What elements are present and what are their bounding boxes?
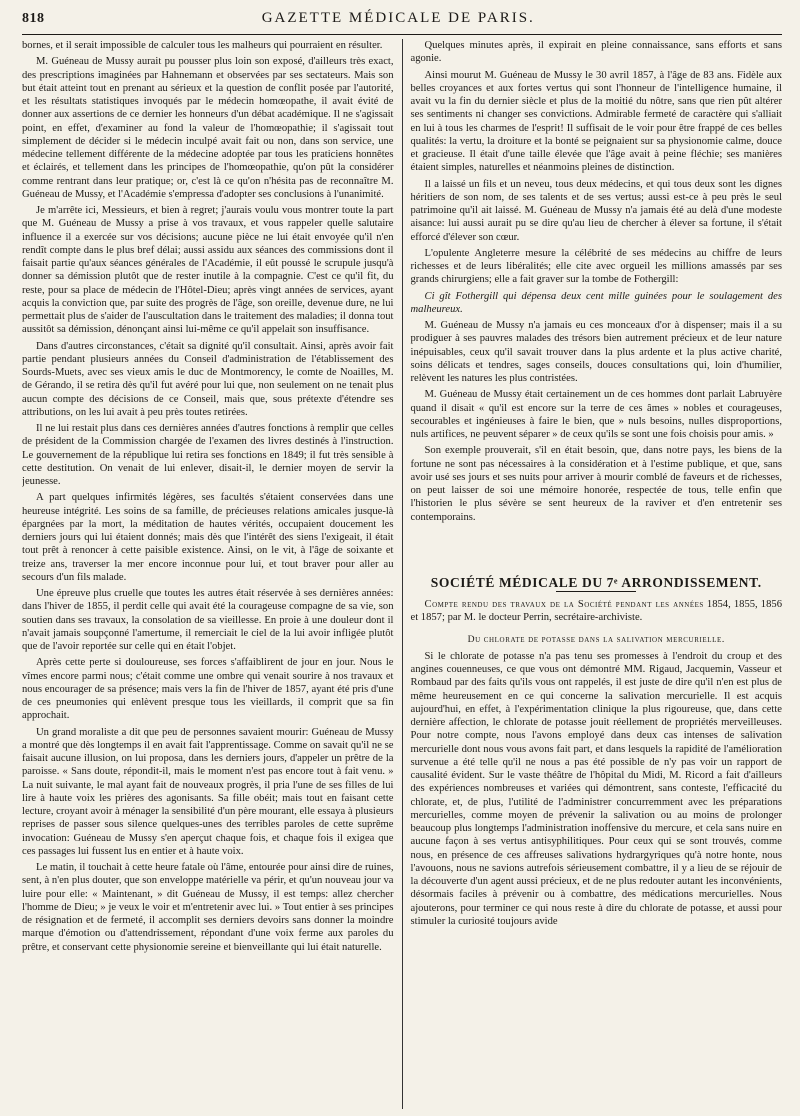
paragraph: Après cette perte si douloureuse, ses forces s'affaiblirent de jour en jour. Nous le vîmes encore parmi nous; c'était comme une ombre qui venait sourire à nos travaux et nous encourager de sa présence; mais vers la fin de l'hiver de 1857, ayant été pris d'une de ces pneumonies qui enlèvent presque tous les vieillards, il comprit que sa fin approchait. [22,657,394,722]
article-subheading: Du chlorate de potasse dans la salivation mercurielle. [467,633,725,645]
page-number: 818 [22,11,45,26]
columns [22,39,782,1109]
paragraph: Il a laissé un fils et un neveu, tous deux médecins, et qui tous deux sont les dignes héritiers de son nom, de ses talents et de ses vertus; aussi est-ce à peu près le seul patrimoine qu'il ait laissé. M. Guéneau de Mussy n'a jamais été au delà d'une modeste aisance: lui aussi aurait pu se dire qu'au lieu de chercher à élever sa fortune, il s'était efforcé d'élever son cœur. [410,178,782,243]
epitaph-quote: Ci gît Fothergill qui dépensa deux cent mille guinées pour le soulagement des malheureux. [410,290,782,315]
paragraph: Une épreuve plus cruelle que toutes les autres était réservée à ses dernières années: dans l'hiver de 1855, il perdit celle qui avait été la courageuse compagne de sa vie, son soutien dans ses travaux, la consolation de sa vieillesse. En proie à une douleur dont il n'avait jamais soupçonné l'amertume, il remerciait le ciel de la lui avoir infligée plutôt que de l'avoir reportée sur celle qui en était l'objet. [22,588,394,652]
page-header [22,10,782,32]
paragraph: Je m'arrête ici, Messieurs, et bien à regret; j'aurais voulu vous montrer toute la part que M. Guéneau de Mussy a prise à vos travaux, et vous rappeler quelle salutaire influence il a exercée sur vos décisions; aucune pièce ne lui était envoyée qu'il n'en rendît compte dans le plus bref délai; aussi assidu aux séances des commissions dont il faisait partie qu'aux séances générales de l'Académie, il eût poussé le scrupule jusqu'à donner sa démission plutôt que de rester inutile à la compagnie. C'est ce qu'il fit, du reste, pour sa place de médecin de l'Hôtel-Dieu; après vingt années de services, ayant acquis la conviction que, par suite des progrès de l'âge, son oreille, devenue dure, ne lui permettait plus de s'aider de l'auscultation dans le traitement des maladies; il donna tout aussitôt sa démission, dénonçant ainsi lui-même ce qu'il appelait son insuffisance. [22,205,394,336]
paragraph: Le matin, il touchait à cette heure fatale où l'âme, entourée pour ainsi dire de ruines, sent, à n'en plus douter, que son enveloppe matérielle va périr, et qu'un nouveau jour va luire pour elle: « Maintenant, » dit Guéneau de Mussy, il est temps: allez chercher l'homme de Dieu; » je veux le voir et m'entretenir avec lui. » Tout entier à ses principes de résignation et de fermeté, il accomplit ses derniers devoirs sans donner la moindre marque d'émotion ou d'attendrissement, répondant d'une voix ferme aux paroles du prêtre, et conservant cette physionomie sereine et bienveillante qui lui était naturelle. [22,862,394,953]
paragraph: M. Guéneau de Mussy aurait pu pousser plus loin son exposé, d'ailleurs très exact, des prescriptions imaginées par Hahnemann et observées par ses sectateurs. Mais son but était atteint tout en prenant au sérieux et la question de conflit posée par l'autorité, et les résultats statistiques invoqués par le médecin homœopathe, il avait évité de donner aux assertions de ce dernier les honneurs d'un débat académique. Il ne s'agissait point, en effet, d'examiner au fond la valeur de l'homœopathie; il s'agissait tout simplement de décider si le médecin inculpé avait fait ou non, dans son service, une médecine tellement différente de la médecine adoptée par tous les praticiens honnêtes et éclairés, et tellement dans les principes de l'homœopathie, qu'on pût la considérer comme rentrant dans leur pratique; or, c'est là ce qu'on n'hésita pas de reconnaître M. Guéneau de Mussy, et l'Académie s'empressa d'adopter ses conclusions à l'unanimité. [22,56,394,200]
paragraph: A part quelques infirmités légères, ses facultés s'étaient conservées dans une heureuse intégrité. Les soins de sa famille, de précieuses relations amicales jusque-là épargnées par la mort, la méditation de hautes vérités, occupaient doucement les derniers jours qui lui étaient donnés; mais dès que l'intérêt des siens l'exigeait, il était tout prêt à renoncer à cette paisible existence. Ainsi, on le vit, à l'âge de soixante et treize ans, traverser la mer encore inconnue pour lui, et tout braver pour aller au secours d'un fils malade. [22,492,394,583]
paragraph: Dans d'autres circonstances, c'était sa dignité qu'il consultait. Ainsi, après avoir fait partie pendant plusieurs années du Conseil d'administration de l'établissement des Sourds-Muets, avec ses vieux amis le duc de Montmorency, le comte de Noailles, M. de Gérando, il se retira dès qu'il fut avéré pour lui que, non seulement on ne tenait plus aucun compte des décisions de ce Conseil, mais que, sous prétexte d'étendre ses attributions, on les lui avait à peu près toutes retirées. [22,340,394,418]
report-heading [411,598,783,625]
paragraph: Son exemple prouverait, s'il en était besoin, que, dans notre pays, les biens de la fortune ne sont pas nécessaires à la considération et à l'estime publique, et que, sans avoir usé ses jours et ses nuits pour arriver à mourir comblé de faveurs et de richesses, on peut laisser de soi une mémoire honorée, respectée de tous, telle enfin que l'historien le plus sévère se sent heureux de la raviver et d'en entretenir ses contemporains. [410,445,782,523]
paragraph: Il ne lui restait plus dans ces dernières années d'autres fonctions à remplir que celles de président de la Commission chargée de l'examen des livres destinés à l'instruction. Le gouvernement de la république lui retira ses fonctions en 1849; il fut très sensible à cette destitution. On venait de lui enlever, disait-il, le dernier moyen de servir la jeunesse. [22,423,394,487]
paragraph: L'opulente Angleterre mesure la célébrité de ses médecins au chiffre de leurs richesses et de leurs libéralités; elle cite avec orgueil les millions amassés par ses grands chirurgiens; elle a fait graver sur la tombe de Fothergill: [410,247,782,286]
header-rule [22,34,782,35]
section-title: SOCIÉTÉ MÉDICALE DU 7ᵉ ARRONDISSEMENT. [411,576,783,592]
paragraph: M. Guéneau de Mussy n'a jamais eu ces monceaux d'or à dispenser; mais il a su prodiguer à ses pauvres malades des trésors bien autrement précieux et de leur nature inépuisables, ceux qu'il savait trouver dans la plus ardente et la plus active charité, soins délicats et tendres, sages conseils, douces consultations qui, loin d'humilier, relèvent les natures les plus contristées. [410,320,782,384]
right-column [403,39,783,1109]
paragraph: Un grand moraliste a dit que peu de personnes savaient mourir: Guéneau de Mussy a montré que dès longtemps il en avait fait l'apprentissage. Comme on savait qu'il ne se faisait aucune illusion, on lui proposa, dans les derniers jours, d'appeler un prêtre de la paroisse. « Sans doute, répondit-il, mais le moment n'est pas encore tout à fait venu. » La nuit suivante, le mal ayant fait de nouveaux progrès, il pria l'une de ses filles de lui lire à haute voix les prières des agonisants. Sa fille obéit; mais tout en faisant cette lecture, croyant avoir à ménager la sensibilité d'un père mourant, elle essaya à plusieurs reprises de passer sous silence quelques-unes des terribles paroles de cette suprême invocation: Guéneau de Mussy s'en aperçut chaque fois, et chaque fois il exigea que ces passages lui fussent lus en entier et à haute voix. [22,726,394,857]
journal-title: GAZETTE MÉDICALE DE PARIS. [261,10,535,26]
left-column [22,39,403,1109]
paragraph: bornes, et il serait impossible de calculer tous les malheurs qui pourraient en résulter. [22,40,383,51]
report-heading-caps: Compte rendu des travaux de la Société pendant les années [424,599,704,610]
report-heading-rest: 1854, 1855, 1856 et 1857; par M. le docteur Perrin, secrétaire-archiviste. [410,599,782,624]
paragraph: Ainsi mourut M. Guéneau de Mussy le 30 avril 1857, à l'âge de 83 ans. Fidèle aux belles croyances et aux fortes vertus qui sont l'honneur de l'intelligence humaine, il avait vu la fin du dernier siècle et plus de la moitié du nôtre, sans que rien pût altérer ses sentiments ni changer ses convictions. Admirable fermeté de caractère qui s'alliait en lui à tous les charmes de l'esprit! Il suffisait de le voir pour être frappé de ces belles qualités: la vertu, la droiture et la bonté se peignaient sur sa physionomie calme, douce et gracieuse. Il était d'une taille élevée que l'âge avait à peine fléchie; ses manières étaient simples, naturelles et néanmoins pleines de distinction. [410,69,782,174]
paragraph: Si le chlorate de potasse n'a pas tenu ses promesses à l'endroit du croup et des angines couenneuses, ce que vous ont démontré MM. Rigaud, Jacquemin, Vasseur et Rombaud par des faits qu'ils vous ont rappelés, il est juste de dire qu'il n'en est plus de même heureusement en ce qui concerne la salivation mercurielle. Il est acquis aujourd'hui, en effet, à l'expérimentation clinique la plus rigoureuse, que, dans cette dernière affection, le chlorate de potasse jouit réellement de propriétés merveilleuses. Pour notre compte, nous l'avons employé dans deux cas intenses de salivation mercurielle dont nous vous avons fait part, et dans lesquels la rapidité de l'amélioration survenue a été telle qu'il ne nous a pas été possible de n'y pas voir un rapport de causalité évident. Sur le vaste théâtre de l'hôpital du Midi, M. Ricord a fait d'ailleurs des expériences nombreuses et variées qui démontrent, sans conteste, l'efficacité du chlorate, et, de plus, l'utilité de l'administrer concurremment avec les préparations mercurielles, comme moyen de prévenir la salivation ou au moins de prolonger beaucoup plus longtemps l'administration inoffensive du mercure, et cela sans nuire en aucune façon à ses vertus antisyphilitiques. Pour ceux qui se sont trouvés, comme nous, en présence de ces affreuses salivations hydrargyriques qu'à notre honte, nous l'avouons, nous ne savions autrefois sérieusement combattre, il y a lieu de se réjouir de la découverte d'un agent aussi précieux, et de ne plus redouter autant les inconvénients, désormais faciles à prévenir ou à combattre, des médications mercurielles. Nous ajouterons, pour terminer ce qui nous reste à dire du chlorate de potasse, et aussi pour stimuler la curiosité toujours avide [410,650,782,927]
paragraph: Quelques minutes après, il expirait en pleine connaissance, sans efforts et sans agonie. [410,40,782,65]
paragraph: M. Guéneau de Mussy était certainement un de ces hommes dont parlait Labruyère quand il disait « qu'il est encore sur la terre de ces âmes » nobles et courageuses, secourables et ingénieuses à faire le bien, que » nuls besoins, nulles disproportions, nuls artifices, ne peuvent séparer » de ceux qu'ils se sont une fois choisis pour amis. » [410,389,782,440]
